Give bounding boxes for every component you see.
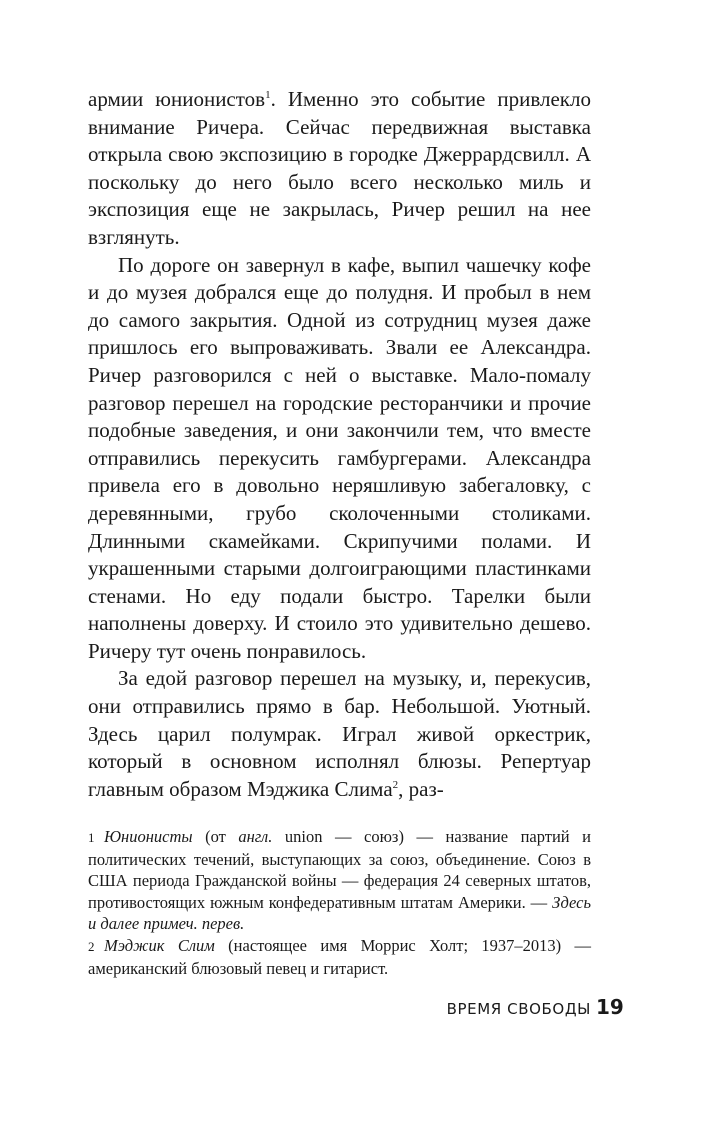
footnote-number: 2 [88, 938, 95, 954]
footnote-text: (от [192, 827, 239, 846]
paragraph-3 [88, 665, 591, 803]
footnote-text: (настоящее имя Моррис Холт; 1937–2013) — американский блюзовый певец и гитарист. [88, 935, 591, 978]
paragraph-2 [88, 252, 591, 666]
footnote-1 [88, 826, 591, 935]
footnote-ref-2[interactable]: 2 [392, 778, 399, 791]
body-text [88, 86, 591, 803]
footnote-term: Юнионисты [104, 827, 193, 846]
footnote-2 [88, 935, 591, 979]
paragraph-text: . Именно это событие привлекло внимание Ричера. Сейчас передвижная выставка открыла свою экспозицию в городке Джеррардсвилл. А поскольку до него было всего несколько миль и экспозиция еще не закрылась, Ричер решил на нее взглянуть. [88, 87, 591, 249]
paragraph-text: , раз- [398, 776, 444, 801]
footnote-text: union — союз) — название партий и политических течений, выступающих за союз, объединение. Союз в США периода Гражданской войны — федерация 24 северных штатов, противостоящих южным конфедеративным штатам Америки. — [88, 827, 591, 912]
footnotes [88, 826, 591, 979]
footnote-term: Мэджик Слим [104, 935, 215, 955]
paragraph-text: По дороге он завернул в кафе, выпил чашечку кофе и до музея добрался еще до полудня. И пробыл в нем до самого закрытия. Одной из сотрудниц музея даже пришлось его выпроваживать. Звали ее Александра. Ричер разговорился с ней о выставке. Мало-помалу разговор перешел на городские ресторанчики и прочие подобные заведения, и они закончили тем, что вместе отправились перекусить гамбургерами. Александра привела его в довольно неряшливую забегаловку, с деревянными, грубо сколоченными столиками. Длинными скамейками. Скрипучими полами. И украшенными старыми долгоиграющими пластинками стенами. Но еду подали быстро. Тарелки были наполнены доверху. И стоило это удивительно дешево. Ричеру тут очень понравилось. [88, 252, 591, 663]
paragraph-1 [88, 86, 591, 252]
footnote-number: 1 [88, 830, 95, 845]
main-text [88, 86, 591, 803]
paragraph-text: армии юнионистов [88, 87, 266, 111]
footnote-abbr: англ. [238, 827, 273, 846]
footnote-ref-1[interactable]: 1 [265, 89, 271, 101]
running-title: ВРЕМЯ СВОБОДЫ [446, 1000, 591, 1018]
editor-note: Здесь и далее примеч. перев. [88, 892, 591, 934]
paragraph-text: За едой разговор перешел на музыку, и, перекусив, они отправились прямо в бар. Небольшой. Уютный. Здесь царил полумрак. Играл живой оркестрик, который в основном исполнял блюзы. Репертуар главным образом Мэджика Слима [88, 666, 591, 801]
page-number: 19 [596, 995, 624, 1019]
